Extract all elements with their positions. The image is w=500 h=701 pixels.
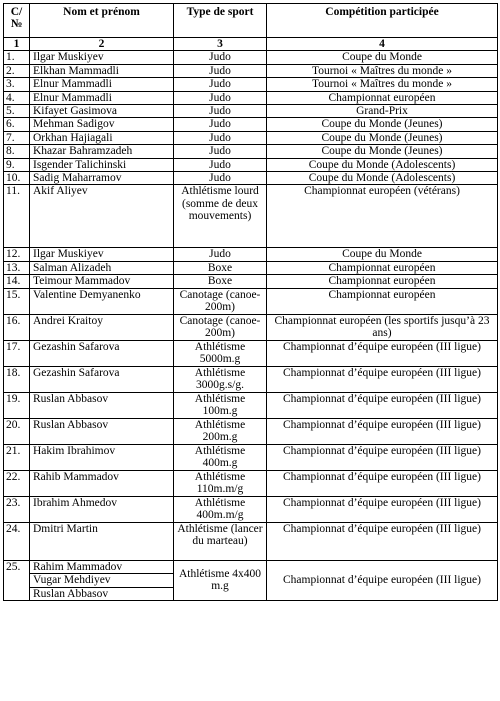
row-competition: Championnat d’équipe européen (III ligue) xyxy=(267,392,498,418)
athletes-table xyxy=(3,3,498,601)
row-sport: Canotage (canoe-200m) xyxy=(174,288,267,314)
row-num: 15. xyxy=(4,288,30,314)
table-row xyxy=(4,64,498,77)
header-sport: Type de sport xyxy=(174,4,267,38)
row-sport: Judo xyxy=(174,51,267,64)
row-name: Andrei Kraitoy xyxy=(30,314,174,340)
row-name: Mehman Sadigov xyxy=(30,118,174,131)
row-name: Vugar Mehdiyev xyxy=(30,573,173,586)
row-competition: Championnat d’équipe européen (III ligue) xyxy=(267,418,498,444)
index-cell: 4 xyxy=(267,38,498,51)
row-sport: Boxe xyxy=(174,275,267,288)
table-row xyxy=(4,288,498,314)
table-row xyxy=(4,275,498,288)
row-sport: Judo xyxy=(174,91,267,104)
header-row xyxy=(4,4,498,38)
row-name: Ibrahim Ahmedov xyxy=(30,496,174,522)
table-row xyxy=(4,522,498,560)
table-row xyxy=(4,91,498,104)
row-sport: Judo xyxy=(174,158,267,171)
row-num: 20. xyxy=(4,418,30,444)
row-sport: Judo xyxy=(174,131,267,144)
row-sport: Athlétisme 200m.g xyxy=(174,418,267,444)
row-num: 21. xyxy=(4,444,30,470)
row-competition: Grand-Prix xyxy=(267,105,498,118)
row-name: Dmitri Martin xyxy=(30,522,174,560)
table-row xyxy=(4,172,498,185)
row-name: Valentine Demyanenko xyxy=(30,288,174,314)
row-competition: Coupe du Monde xyxy=(267,248,498,261)
row-num: 4. xyxy=(4,91,30,104)
row-num: 8. xyxy=(4,145,30,158)
row-name: Ruslan Abbasov xyxy=(30,587,173,600)
row-name: Khazar Bahramzadeh xyxy=(30,145,174,158)
row-num: 13. xyxy=(4,261,30,274)
header-num: C/ № xyxy=(4,4,30,38)
row-sport: Judo xyxy=(174,78,267,91)
table-row xyxy=(4,78,498,91)
table-row xyxy=(4,248,498,261)
row-sport: Judo xyxy=(174,64,267,77)
row-num: 11. xyxy=(4,185,30,248)
table-row xyxy=(4,444,498,470)
table-row xyxy=(4,131,498,144)
index-cell: 1 xyxy=(4,38,30,51)
row-name: Gezashin Safarova xyxy=(30,340,174,366)
index-cell: 3 xyxy=(174,38,267,51)
row-sport: Athlétisme 400m.m/g xyxy=(174,496,267,522)
row-name: Kifayet Gasimova xyxy=(30,105,174,118)
table-row xyxy=(4,145,498,158)
row-num: 9. xyxy=(4,158,30,171)
index-cell: 2 xyxy=(30,38,174,51)
row-name: Elnur Mammadli xyxy=(30,78,174,91)
row-sport: Athlétisme 4x400 m.g xyxy=(174,560,267,600)
row-name: Elkhan Mammadli xyxy=(30,64,174,77)
row-num: 6. xyxy=(4,118,30,131)
row-num: 19. xyxy=(4,392,30,418)
row-competition: Championnat d’équipe européen (III ligue) xyxy=(267,522,498,560)
row-competition: Championnat européen xyxy=(267,261,498,274)
table-row xyxy=(4,118,498,131)
row-num: 18. xyxy=(4,366,30,392)
row-sport: Canotage (canoe-200m) xyxy=(174,314,267,340)
table-row xyxy=(4,470,498,496)
row-sport: Judo xyxy=(174,105,267,118)
row-competition: Championnat d’équipe européen (III ligue) xyxy=(267,444,498,470)
row-sport: Athlétisme (lancer du marteau) xyxy=(174,522,267,560)
row-num: 5. xyxy=(4,105,30,118)
row-sport: Athlétisme 3000g.s/g. xyxy=(174,366,267,392)
row-competition: Tournoi « Maîtres du monde » xyxy=(267,64,498,77)
table-row xyxy=(4,185,498,248)
row-name: Hakim Ibrahimov xyxy=(30,444,174,470)
table-row xyxy=(4,158,498,171)
row-competition: Coupe du Monde (Adolescents) xyxy=(267,172,498,185)
row-name: Orkhan Hajiagali xyxy=(30,131,174,144)
table-row xyxy=(4,105,498,118)
row-competition: Coupe du Monde (Jeunes) xyxy=(267,145,498,158)
row-num: 1. xyxy=(4,51,30,64)
row-competition: Championnat européen xyxy=(267,275,498,288)
row-name: Ilgar Muskiyev xyxy=(30,51,174,64)
header-name: Nom et prénom xyxy=(30,4,174,38)
row-num: 16. xyxy=(4,314,30,340)
row-name: Rahim Mammadov xyxy=(33,560,123,573)
row-num: 2. xyxy=(4,64,30,77)
table-row-last xyxy=(4,560,498,600)
row-competition: Tournoi « Maîtres du monde » xyxy=(267,78,498,91)
table-row xyxy=(4,314,498,340)
row-num: 3. xyxy=(4,78,30,91)
row-name: Ruslan Abbasov xyxy=(30,392,174,418)
row-name: Ilgar Muskiyev xyxy=(30,248,174,261)
row-sport: Athlétisme lourd (somme de deux mouvements) xyxy=(174,185,267,248)
row-sport: Athlétisme 400m.g xyxy=(174,444,267,470)
table-row xyxy=(4,392,498,418)
row-num: 23. xyxy=(4,496,30,522)
row-competition: Championnat d’équipe européen (III ligue) xyxy=(267,366,498,392)
row-num: 17. xyxy=(4,340,30,366)
header-competition: Compétition participée xyxy=(267,4,498,38)
row-sport: Judo xyxy=(174,172,267,185)
row-competition: Championnat européen xyxy=(267,91,498,104)
table-row xyxy=(4,261,498,274)
row-name: Isgender Talichinski xyxy=(30,158,174,171)
table-row xyxy=(4,340,498,366)
row-sport: Judo xyxy=(174,118,267,131)
row-competition: Coupe du Monde (Jeunes) xyxy=(267,131,498,144)
row-competition: Championnat européen xyxy=(267,288,498,314)
row-sport: Athlétisme 100m.g xyxy=(174,392,267,418)
row-competition: Coupe du Monde (Jeunes) xyxy=(267,118,498,131)
row-num: 22. xyxy=(4,470,30,496)
row-name: Teimour Mammadov xyxy=(30,275,174,288)
table-row xyxy=(4,366,498,392)
table-row xyxy=(4,51,498,64)
row-sport: Athlétisme 5000m.g xyxy=(174,340,267,366)
row-num: 10. xyxy=(4,172,30,185)
row-sport: Boxe xyxy=(174,261,267,274)
row-name: Akif Aliyev xyxy=(30,185,174,248)
row-competition: Coupe du Monde xyxy=(267,51,498,64)
row-competition: Championnat d’équipe européen (III ligue) xyxy=(267,560,498,600)
column-index-row xyxy=(4,38,498,51)
row-name: Salman Alizadeh xyxy=(30,261,174,274)
row-num: 25. xyxy=(4,560,30,600)
row-num: 14. xyxy=(4,275,30,288)
row-sport: Judo xyxy=(174,145,267,158)
row-competition: Championnat d’équipe européen (III ligue) xyxy=(267,340,498,366)
row-names-group xyxy=(30,560,174,600)
row-num: 24. xyxy=(4,522,30,560)
row-name: Gezashin Safarova xyxy=(30,366,174,392)
row-num: 7. xyxy=(4,131,30,144)
row-sport: Judo xyxy=(174,248,267,261)
table-row xyxy=(4,418,498,444)
row-competition: Championnat d’équipe européen (III ligue) xyxy=(267,496,498,522)
row-competition: Coupe du Monde (Adolescents) xyxy=(267,158,498,171)
row-sport: Athlétisme 110m.m/g xyxy=(174,470,267,496)
row-competition: Championnat européen (les sportifs jusqu’à 23 ans) xyxy=(267,314,498,340)
row-name: Elnur Mammadli xyxy=(30,91,174,104)
row-num: 12. xyxy=(4,248,30,261)
row-competition: Championnat européen (vétérans) xyxy=(267,185,498,248)
table-row xyxy=(4,496,498,522)
row-name: Ruslan Abbasov xyxy=(30,418,174,444)
row-name: Rahib Mammadov xyxy=(30,470,174,496)
row-competition: Championnat d’équipe européen (III ligue) xyxy=(267,470,498,496)
row-name: Sadig Maharramov xyxy=(30,172,174,185)
